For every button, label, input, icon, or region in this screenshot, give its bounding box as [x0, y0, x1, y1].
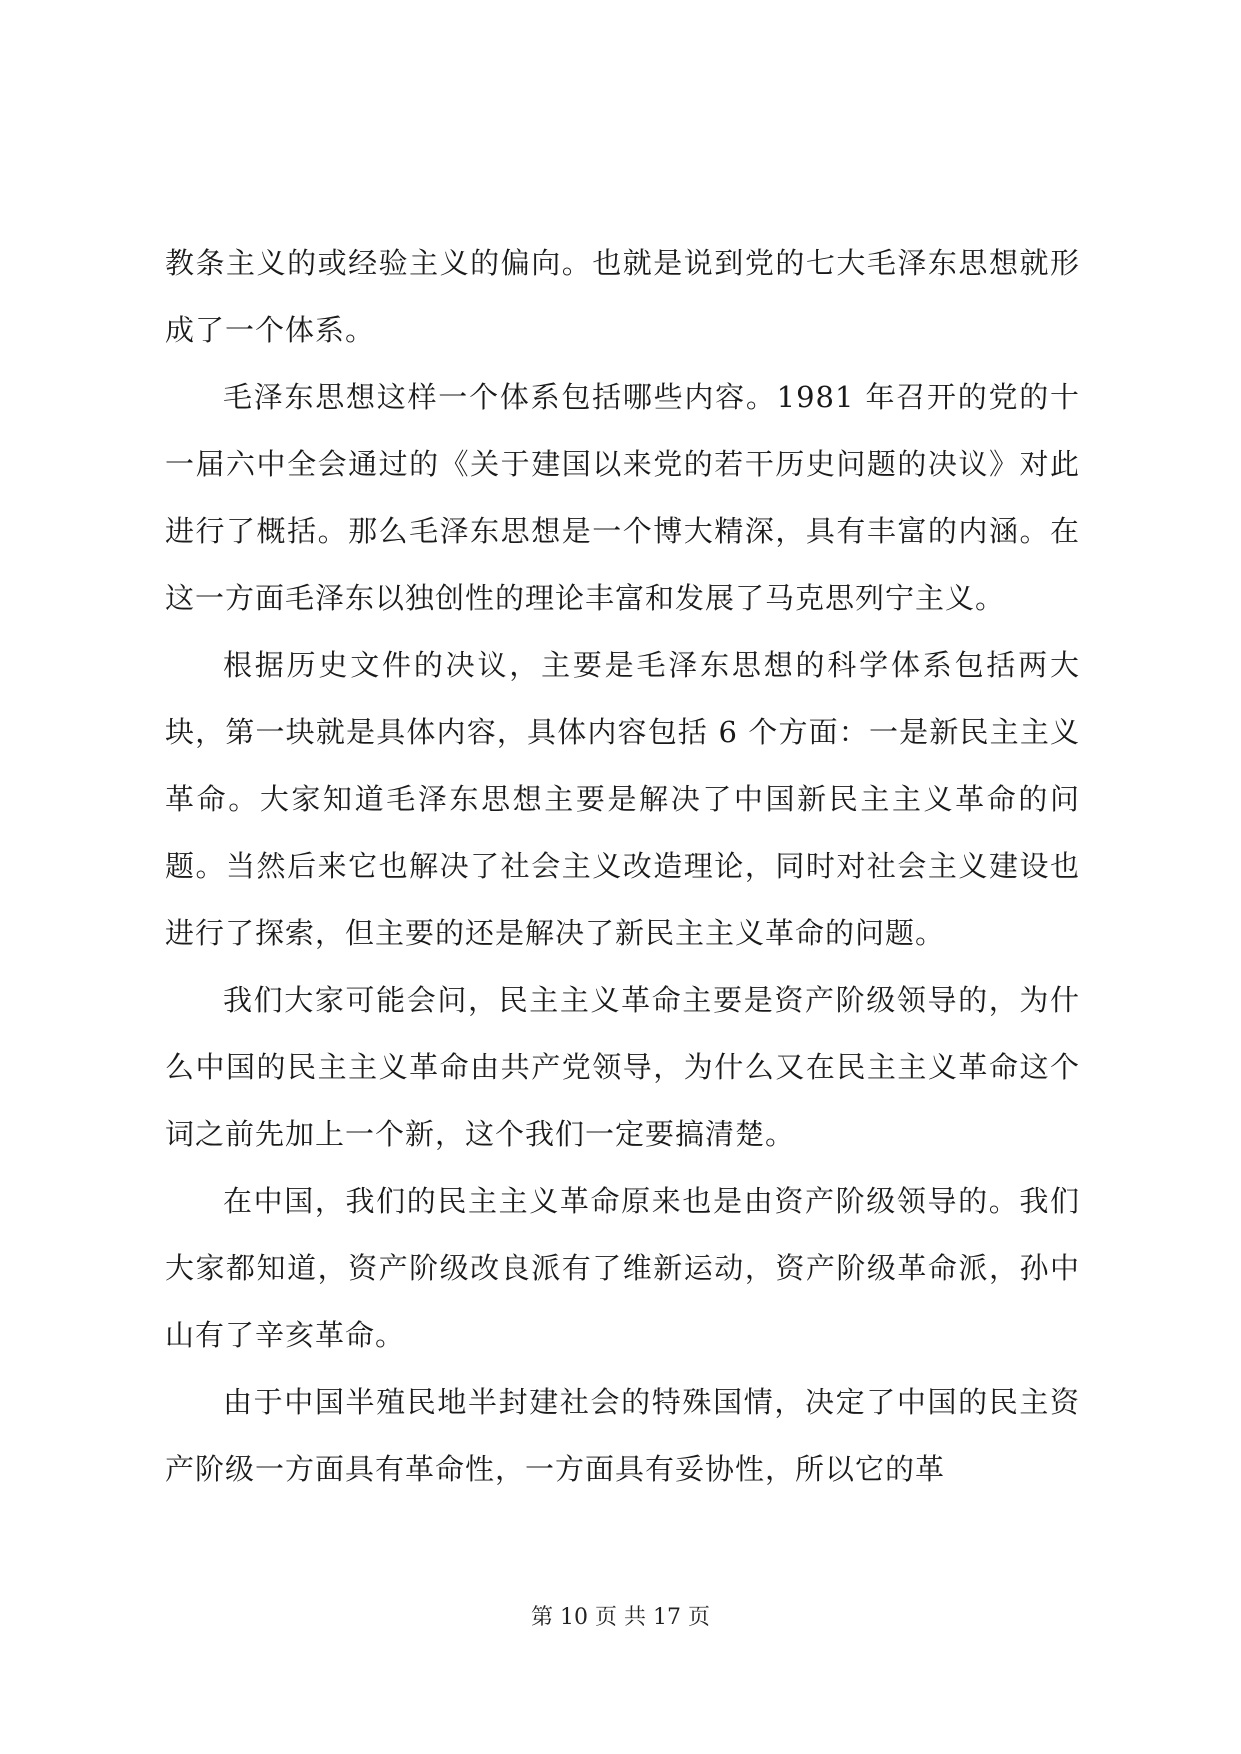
document-body [165, 230, 1080, 1503]
page-number-label: 第 10 页 共 17 页 [531, 1605, 710, 1630]
paragraph-scientific-system: 根据历史文件的决议，主要是毛泽东思想的科学体系包括两大块，第一块就是具体内容，具体内容包括 6 个方面：一是新民主主义革命。大家知道毛泽东思想主要是解决了中国新民主主义革命的问题。当然后来它也解决了社会主义改造理论，同时对社会主义建设也进行了探索，但主要的还是解决了新民主主义革命的问题。 [165, 648, 1080, 950]
paragraph-mao-thought-system: 毛泽东思想这样一个体系包括哪些内容。1981 年召开的党的十一届六中全会通过的《关于建国以来党的若干历史问题的决议》对此进行了概括。那么毛泽东思想是一个博大精深，具有丰富的内涵。在这一方面毛泽东以独创性的理论丰富和发展了马克思列宁主义。 [165, 380, 1080, 615]
paragraph-bourgeois-leadership: 在中国，我们的民主主义革命原来也是由资产阶级领导的。我们大家都知道，资产阶级改良派有了维新运动，资产阶级革命派，孙中山有了辛亥革命。 [165, 1184, 1080, 1352]
paragraph-national-conditions: 由于中国半殖民地半封建社会的特殊国情，决定了中国的民主资产阶级一方面具有革命性，一方面具有妥协性，所以它的革 [165, 1385, 1080, 1486]
paragraph-continuation: 教条主义的或经验主义的偏向。也就是说到党的七大毛泽东思想就形成了一个体系。 [165, 246, 1080, 347]
page-footer [0, 1603, 1241, 1633]
paragraph-question-leadership: 我们大家可能会问，民主主义革命主要是资产阶级领导的，为什么中国的民主主义革命由共产党领导，为什么又在民主主义革命这个词之前先加上一个新，这个我们一定要搞清楚。 [165, 983, 1080, 1151]
